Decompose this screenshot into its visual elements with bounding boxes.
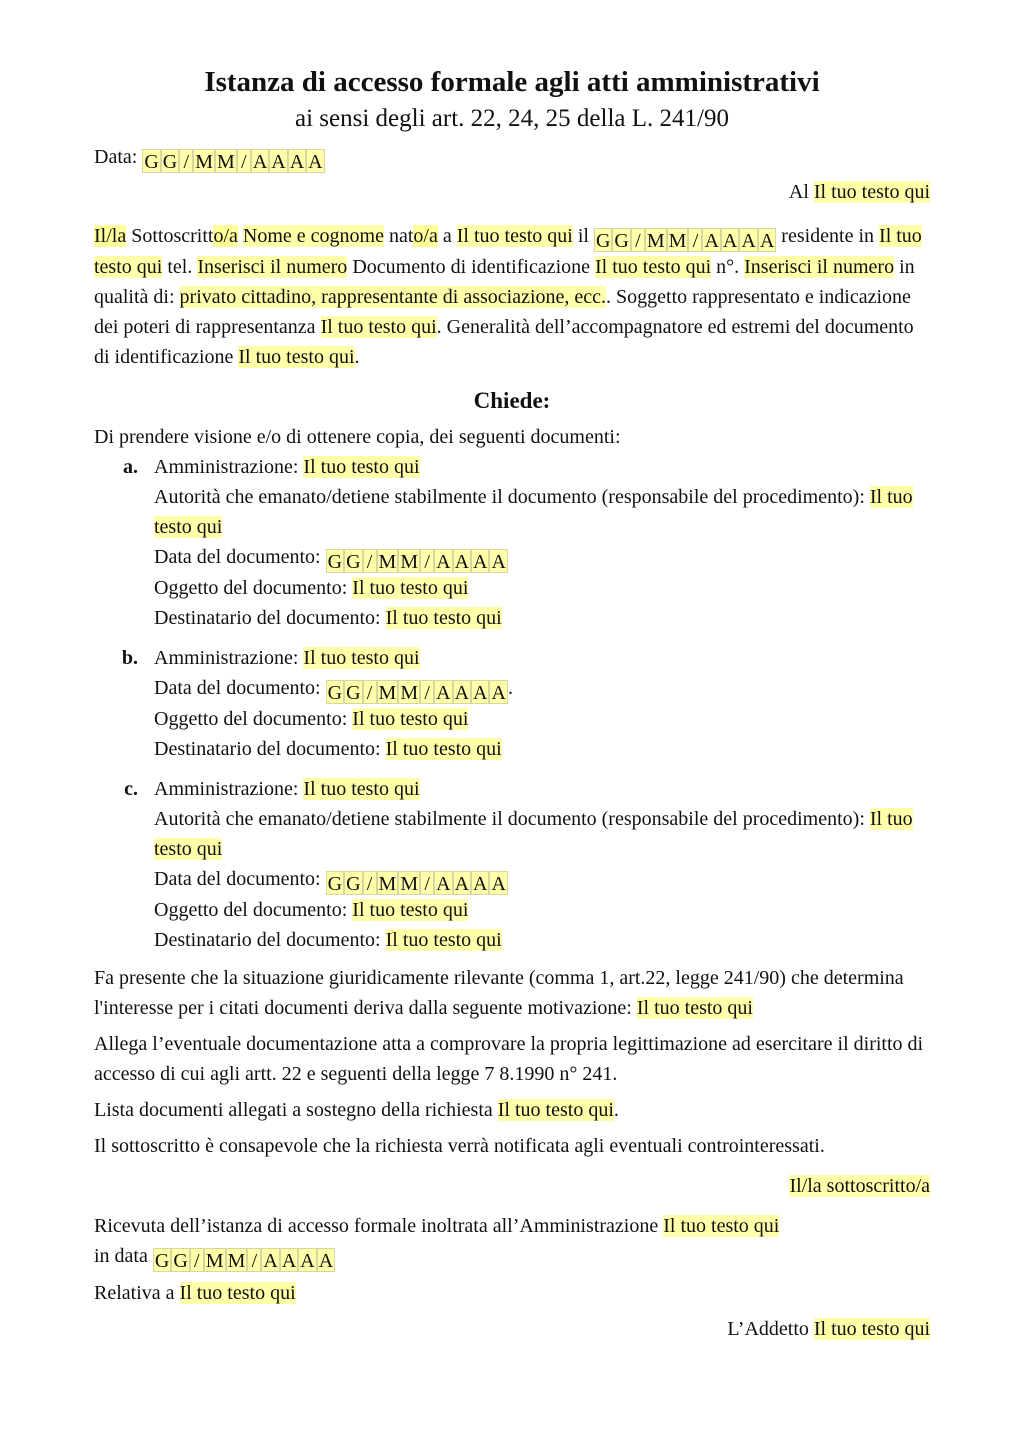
oggetto-label: Oggetto del documento: (154, 899, 353, 921)
date-cell: / (420, 871, 434, 895)
period-text: . (507, 677, 513, 699)
destinatario-field[interactable]: Il tuo testo qui (385, 929, 502, 951)
il-text: il (572, 225, 594, 247)
date-cell: M (227, 1250, 246, 1272)
lista-paragraph (94, 1095, 930, 1125)
date-label: Data: (94, 146, 138, 168)
amministrazione-label: Amministrazione: (154, 647, 304, 669)
destinatario-field[interactable]: Il tuo testo qui (385, 607, 502, 629)
period-text: . (354, 346, 360, 368)
date-cell: A (289, 151, 305, 173)
addetto-field[interactable]: Il tuo testo qui (813, 1318, 930, 1340)
date-cell: M (400, 551, 419, 573)
date-cell: M (400, 873, 419, 895)
recipient-field[interactable]: Il tuo testo qui (813, 181, 930, 203)
date-cell: M (378, 873, 397, 895)
destinatario-label: Destinatario del documento: (154, 738, 386, 760)
birthplace-field[interactable]: Il tuo testo qui (456, 225, 573, 247)
oggetto-field[interactable]: Il tuo testo qui (352, 899, 469, 921)
addetto-line (94, 1314, 930, 1344)
date-cell: / (179, 149, 193, 173)
date-cell: A (741, 230, 756, 252)
receipt-admin-field[interactable]: Il tuo testo qui (663, 1215, 780, 1237)
date-cell: M (205, 1250, 224, 1272)
il-la-field[interactable]: Il/la (94, 225, 127, 247)
list-item-b (94, 643, 930, 764)
attachments-field[interactable]: Il tuo testo qui (497, 1099, 614, 1121)
allega-paragraph: Allega l’eventuale documentazione atta a comprovare la propria legittimazione ad esercitare il diritto di accesso di cui agli artt. 22 e seguenti della legge 7 8.1990 n° 241. (94, 1033, 924, 1085)
date-cell: A (308, 151, 323, 173)
date-cell: G (327, 873, 343, 895)
date-cell: A (491, 551, 506, 573)
date-cell: G (614, 230, 629, 252)
date-cell: M (646, 230, 665, 252)
date-cell: / (420, 549, 434, 573)
period-text: . (613, 1099, 619, 1121)
date-cell: / (420, 680, 434, 704)
date-cell: G (346, 873, 361, 895)
motivation-field[interactable]: Il tuo testo qui (636, 997, 753, 1019)
date-cell: A (271, 151, 286, 173)
autorita-label: Autorità che emanato/detiene stabilmente il documento (responsabile del procedimento): (154, 808, 870, 830)
fa-presente-text: Fa presente che la situazione giuridicamente rilevante (comma 1, art.22, legge 241/90) che determina l'interesse per i citati documenti deriva dalla seguente motivazione: (94, 967, 904, 1019)
document-page (94, 62, 930, 1344)
signature-field[interactable]: Il/la sottoscritto/a (789, 1175, 930, 1197)
date-cell: G (346, 682, 361, 704)
date-line (94, 142, 930, 173)
generalita-text: . Generalità dell’accompagnatore ed estremi del documento di identificazione (94, 316, 914, 368)
date-cell: G (327, 682, 343, 704)
date-cell: / (363, 680, 377, 704)
date-cell: A (454, 873, 470, 895)
date-cell: A (473, 873, 488, 895)
destinatario-label: Destinatario del documento: (154, 929, 386, 951)
signature-line (94, 1171, 930, 1201)
date-cell: G (154, 1250, 170, 1272)
date-cell: G (346, 551, 361, 573)
residente-text: residente in (776, 225, 880, 247)
autorita-field[interactable]: Il tuo testo qui (154, 486, 913, 538)
date-cell: A (436, 682, 451, 704)
soggetto-text: . Soggetto rappresentato e indicazione dei poteri di rappresentanza (94, 286, 911, 338)
date-cell: / (363, 549, 377, 573)
a-text: a (437, 225, 457, 247)
date-cell: A (704, 230, 719, 252)
oggetto-label: Oggetto del documento: (154, 708, 353, 730)
date-field[interactable] (142, 149, 324, 173)
date-cell: M (217, 151, 235, 173)
date-cell: A (491, 682, 506, 704)
date-cell: / (237, 149, 251, 173)
document-title: Istanza di accesso formale agli atti amministrativi (204, 66, 820, 98)
date-cell: G (144, 151, 159, 173)
amministrazione-label: Amministrazione: (154, 456, 304, 478)
data-doc-label: Data del documento: (154, 546, 326, 568)
role-field[interactable]: privato cittadino, rappresentante di associazione, ecc. (179, 286, 607, 308)
relativa-field[interactable]: Il tuo testo qui (179, 1282, 296, 1304)
date-cell: / (688, 228, 702, 252)
date-cell: A (454, 551, 470, 573)
date-cell: G (162, 151, 178, 173)
applicant-paragraph (94, 221, 930, 372)
oggetto-label: Oggetto del documento: (154, 577, 353, 599)
n-text: n°. (711, 256, 745, 278)
date-cell: A (281, 1250, 297, 1272)
representation-field[interactable]: Il tuo testo qui (320, 316, 437, 338)
document-subtitle: ai sensi degli art. 22, 24, 25 della L. 241/90 (295, 105, 729, 132)
in-data-text: in data (94, 1245, 153, 1267)
item-marker: b. (121, 647, 138, 669)
item-marker: a. (123, 456, 138, 478)
date-cell: A (436, 873, 451, 895)
date-cell: A (436, 551, 451, 573)
date-cell: / (631, 228, 645, 252)
doc-date-field[interactable] (326, 871, 508, 895)
date-cell: M (400, 682, 419, 704)
date-cell: G (327, 551, 343, 573)
receipt-date-field[interactable] (153, 1248, 335, 1272)
autorita-field[interactable]: Il tuo testo qui (154, 808, 913, 860)
lista-text: Lista documenti allegati a sostegno della richiesta (94, 1099, 498, 1121)
ricevuta-text: Ricevuta dell’istanza di accesso formale inoltrata all’Amministrazione (94, 1215, 664, 1237)
al-label: Al (788, 181, 809, 203)
qualita-text: in qualità di: (94, 256, 915, 308)
residence-field[interactable]: Il tuo testo qui (94, 225, 922, 278)
date-cell: / (363, 871, 377, 895)
autorita-label: Autorità che emanato/detiene stabilmente il documento (responsabile del procedimento): (154, 486, 870, 508)
destinatario-field[interactable]: Il tuo testo qui (385, 738, 502, 760)
date-cell: A (300, 1250, 315, 1272)
doc-date-field[interactable] (326, 680, 508, 704)
tel-text: tel. (162, 256, 198, 278)
date-cell: G (595, 230, 611, 252)
amministrazione-field[interactable]: Il tuo testo qui (303, 647, 420, 669)
id-document-field[interactable]: Il tuo testo qui (595, 256, 712, 278)
request-intro: Di prendere visione e/o di ottenere copia, dei seguenti documenti: (94, 426, 621, 448)
date-cell: G (173, 1250, 188, 1272)
nato-text: nat (383, 225, 414, 247)
recipient-line (94, 177, 930, 207)
id-number-field[interactable]: Inserisci il numero (744, 256, 895, 278)
nato-suffix-field[interactable]: o/a (413, 225, 438, 247)
relativa-paragraph (94, 1278, 930, 1308)
date-cell: / (190, 1248, 204, 1272)
birthdate-field[interactable] (594, 228, 776, 252)
addetto-text: L’Addetto (727, 1318, 814, 1340)
date-cell: / (247, 1248, 261, 1272)
amministrazione-field[interactable]: Il tuo testo qui (303, 456, 420, 478)
date-cell: A (263, 1250, 278, 1272)
data-doc-label: Data del documento: (154, 868, 326, 890)
date-cell: M (668, 230, 687, 252)
oggetto-field[interactable]: Il tuo testo qui (352, 708, 469, 730)
motivation-paragraph (94, 963, 930, 1023)
name-field[interactable]: Nome e cognome (242, 225, 384, 247)
gender-suffix-field[interactable]: o/a (213, 225, 238, 247)
document-list (94, 452, 930, 955)
item-marker: c. (124, 778, 138, 800)
companion-field[interactable]: Il tuo testo qui (238, 346, 355, 368)
chiede-heading: Chiede: (473, 388, 551, 413)
destinatario-label: Destinatario del documento: (154, 607, 386, 629)
date-cell: M (195, 151, 214, 173)
date-cell: A (454, 682, 470, 704)
date-cell: A (722, 230, 738, 252)
date-cell: A (491, 873, 506, 895)
doc-date-field[interactable] (326, 549, 508, 573)
receipt-paragraph (94, 1211, 930, 1272)
date-cell: M (378, 551, 397, 573)
relativa-text: Relativa a (94, 1282, 180, 1304)
oggetto-field[interactable]: Il tuo testo qui (352, 577, 469, 599)
date-cell: A (252, 151, 268, 173)
document-text: Documento di identificazione (347, 256, 596, 278)
amministrazione-label: Amministrazione: (154, 778, 304, 800)
date-cell: A (473, 551, 488, 573)
data-doc-label: Data del documento: (154, 677, 326, 699)
date-cell: A (318, 1250, 334, 1272)
list-item-c (94, 774, 930, 955)
date-cell: A (759, 230, 775, 252)
amministrazione-field[interactable]: Il tuo testo qui (303, 778, 420, 800)
consapevole-paragraph: Il sottoscritto è consapevole che la richiesta verrà notificata agli eventuali controinteressati. (94, 1135, 825, 1157)
phone-field[interactable]: Inserisci il numero (197, 256, 348, 278)
list-item-a (94, 452, 930, 633)
sottoscritto-text: Sottoscritt (126, 225, 214, 247)
date-cell: M (378, 682, 397, 704)
date-cell: A (473, 682, 488, 704)
